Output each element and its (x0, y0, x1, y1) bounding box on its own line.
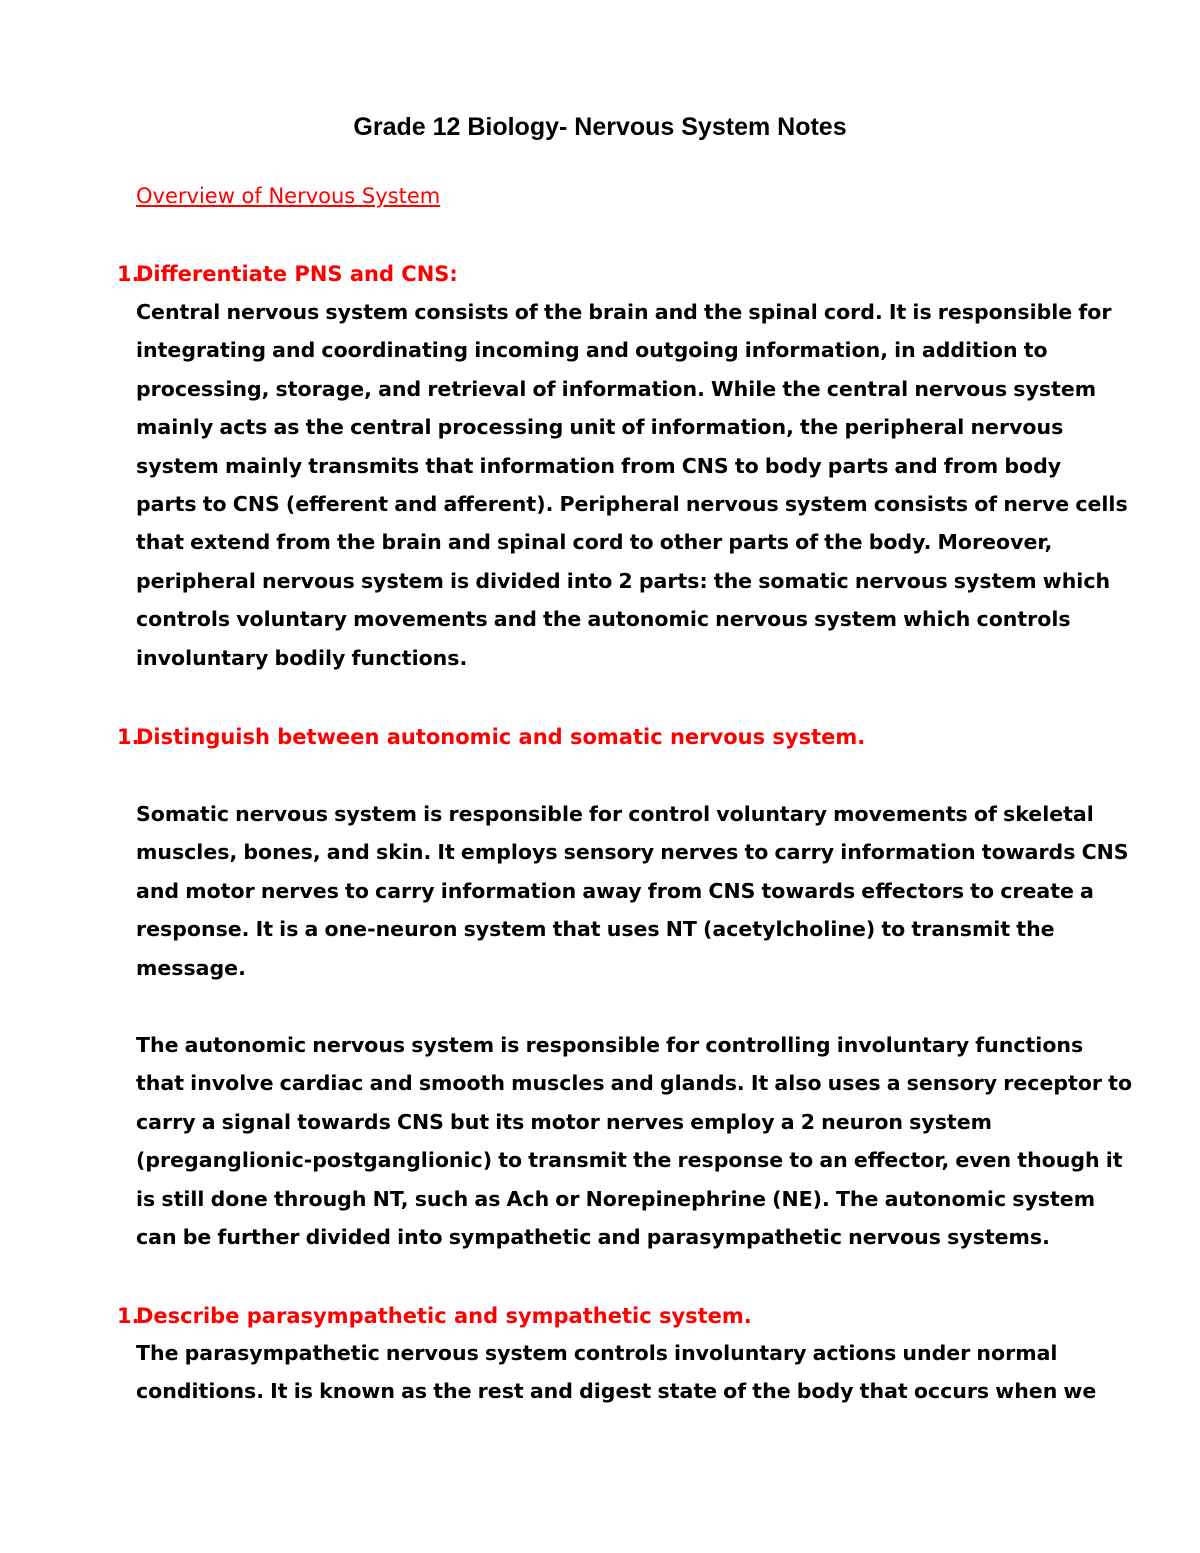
paragraph-line: processing, storage, and retrieval of information. While the central nervous system (136, 376, 1097, 401)
paragraph-line: integrating and coordinating incoming and outgoing information, in addition to (136, 338, 1048, 363)
paragraph-line: The parasympathetic nervous system controls involuntary actions under normal (136, 1341, 1058, 1365)
paragraph-line: mainly acts as the central processing unit of information, the peripheral nervous (136, 415, 1064, 440)
paragraph-line: muscles, bones, and skin. It employs sensory nerves to carry information towards CNS (136, 840, 1129, 865)
paragraph-line: (preganglionic-postganglionic) to transmit the response to an effector, even though it (136, 1148, 1123, 1173)
paragraph-line: Somatic nervous system is responsible for control voluntary movements of skeletal (136, 802, 1094, 826)
paragraph-line: parts to CNS (efferent and afferent). Peripheral nervous system consists of nerve cells (136, 492, 1128, 517)
paragraph-line: response. It is a one-neuron system that uses NT (acetylcholine) to transmit the (136, 917, 1055, 942)
paragraph-parasympathetic (136, 1334, 1136, 1411)
paragraph-line: The autonomic nervous system is responsible for controlling involuntary functions (136, 1033, 1084, 1057)
question-number: 1. (117, 725, 140, 749)
paragraph-somatic (136, 795, 1136, 987)
paragraph-line: is still done through NT, such as Ach or Norepinephrine (NE). The autonomic system (136, 1186, 1096, 1211)
paragraph-line: that extend from the brain and spinal cord to other parts of the body. Moreover, (136, 530, 1053, 555)
question-heading-autonomic-somatic (117, 723, 865, 751)
question-number: 1. (117, 262, 140, 286)
section-heading: Overview of Nervous System (136, 184, 441, 208)
question-heading-text: Describe parasympathetic and sympathetic system. (136, 1304, 752, 1328)
document-title: Grade 12 Biology- Nervous System Notes (353, 113, 847, 141)
paragraph-line: conditions. It is known as the rest and digest state of the body that occurs when we (136, 1379, 1097, 1404)
question-heading-text: Distinguish between autonomic and somatic nervous system. (136, 725, 866, 749)
paragraph-line: Central nervous system consists of the brain and the spinal cord. It is responsible for (136, 300, 1112, 324)
question-heading-parasympathetic-sympathetic (117, 1302, 752, 1330)
question-number: 1. (117, 1304, 140, 1328)
paragraph-line: involuntary bodily functions. (136, 645, 468, 670)
paragraph-line: system mainly transmits that information from CNS to body parts and from body (136, 453, 1062, 478)
paragraph-line: can be further divided into sympathetic and parasympathetic nervous systems. (136, 1225, 1050, 1250)
paragraph-line: peripheral nervous system is divided into 2 parts: the somatic nervous system which (136, 568, 1111, 593)
paragraph-autonomic (136, 1026, 1136, 1256)
paragraph-pns-cns (136, 293, 1136, 677)
paragraph-line: controls voluntary movements and the autonomic nervous system which controls (136, 607, 1071, 632)
paragraph-line: that involve cardiac and smooth muscles and glands. It also uses a sensory receptor to (136, 1071, 1133, 1096)
paragraph-line: and motor nerves to carry information away from CNS towards effectors to create a (136, 878, 1094, 903)
paragraph-line: message. (136, 955, 246, 980)
question-heading-text: Differentiate PNS and CNS: (136, 262, 458, 286)
paragraph-line: carry a signal towards CNS but its motor nerves employ a 2 neuron system (136, 1109, 992, 1134)
question-heading-pns-cns (117, 260, 458, 288)
